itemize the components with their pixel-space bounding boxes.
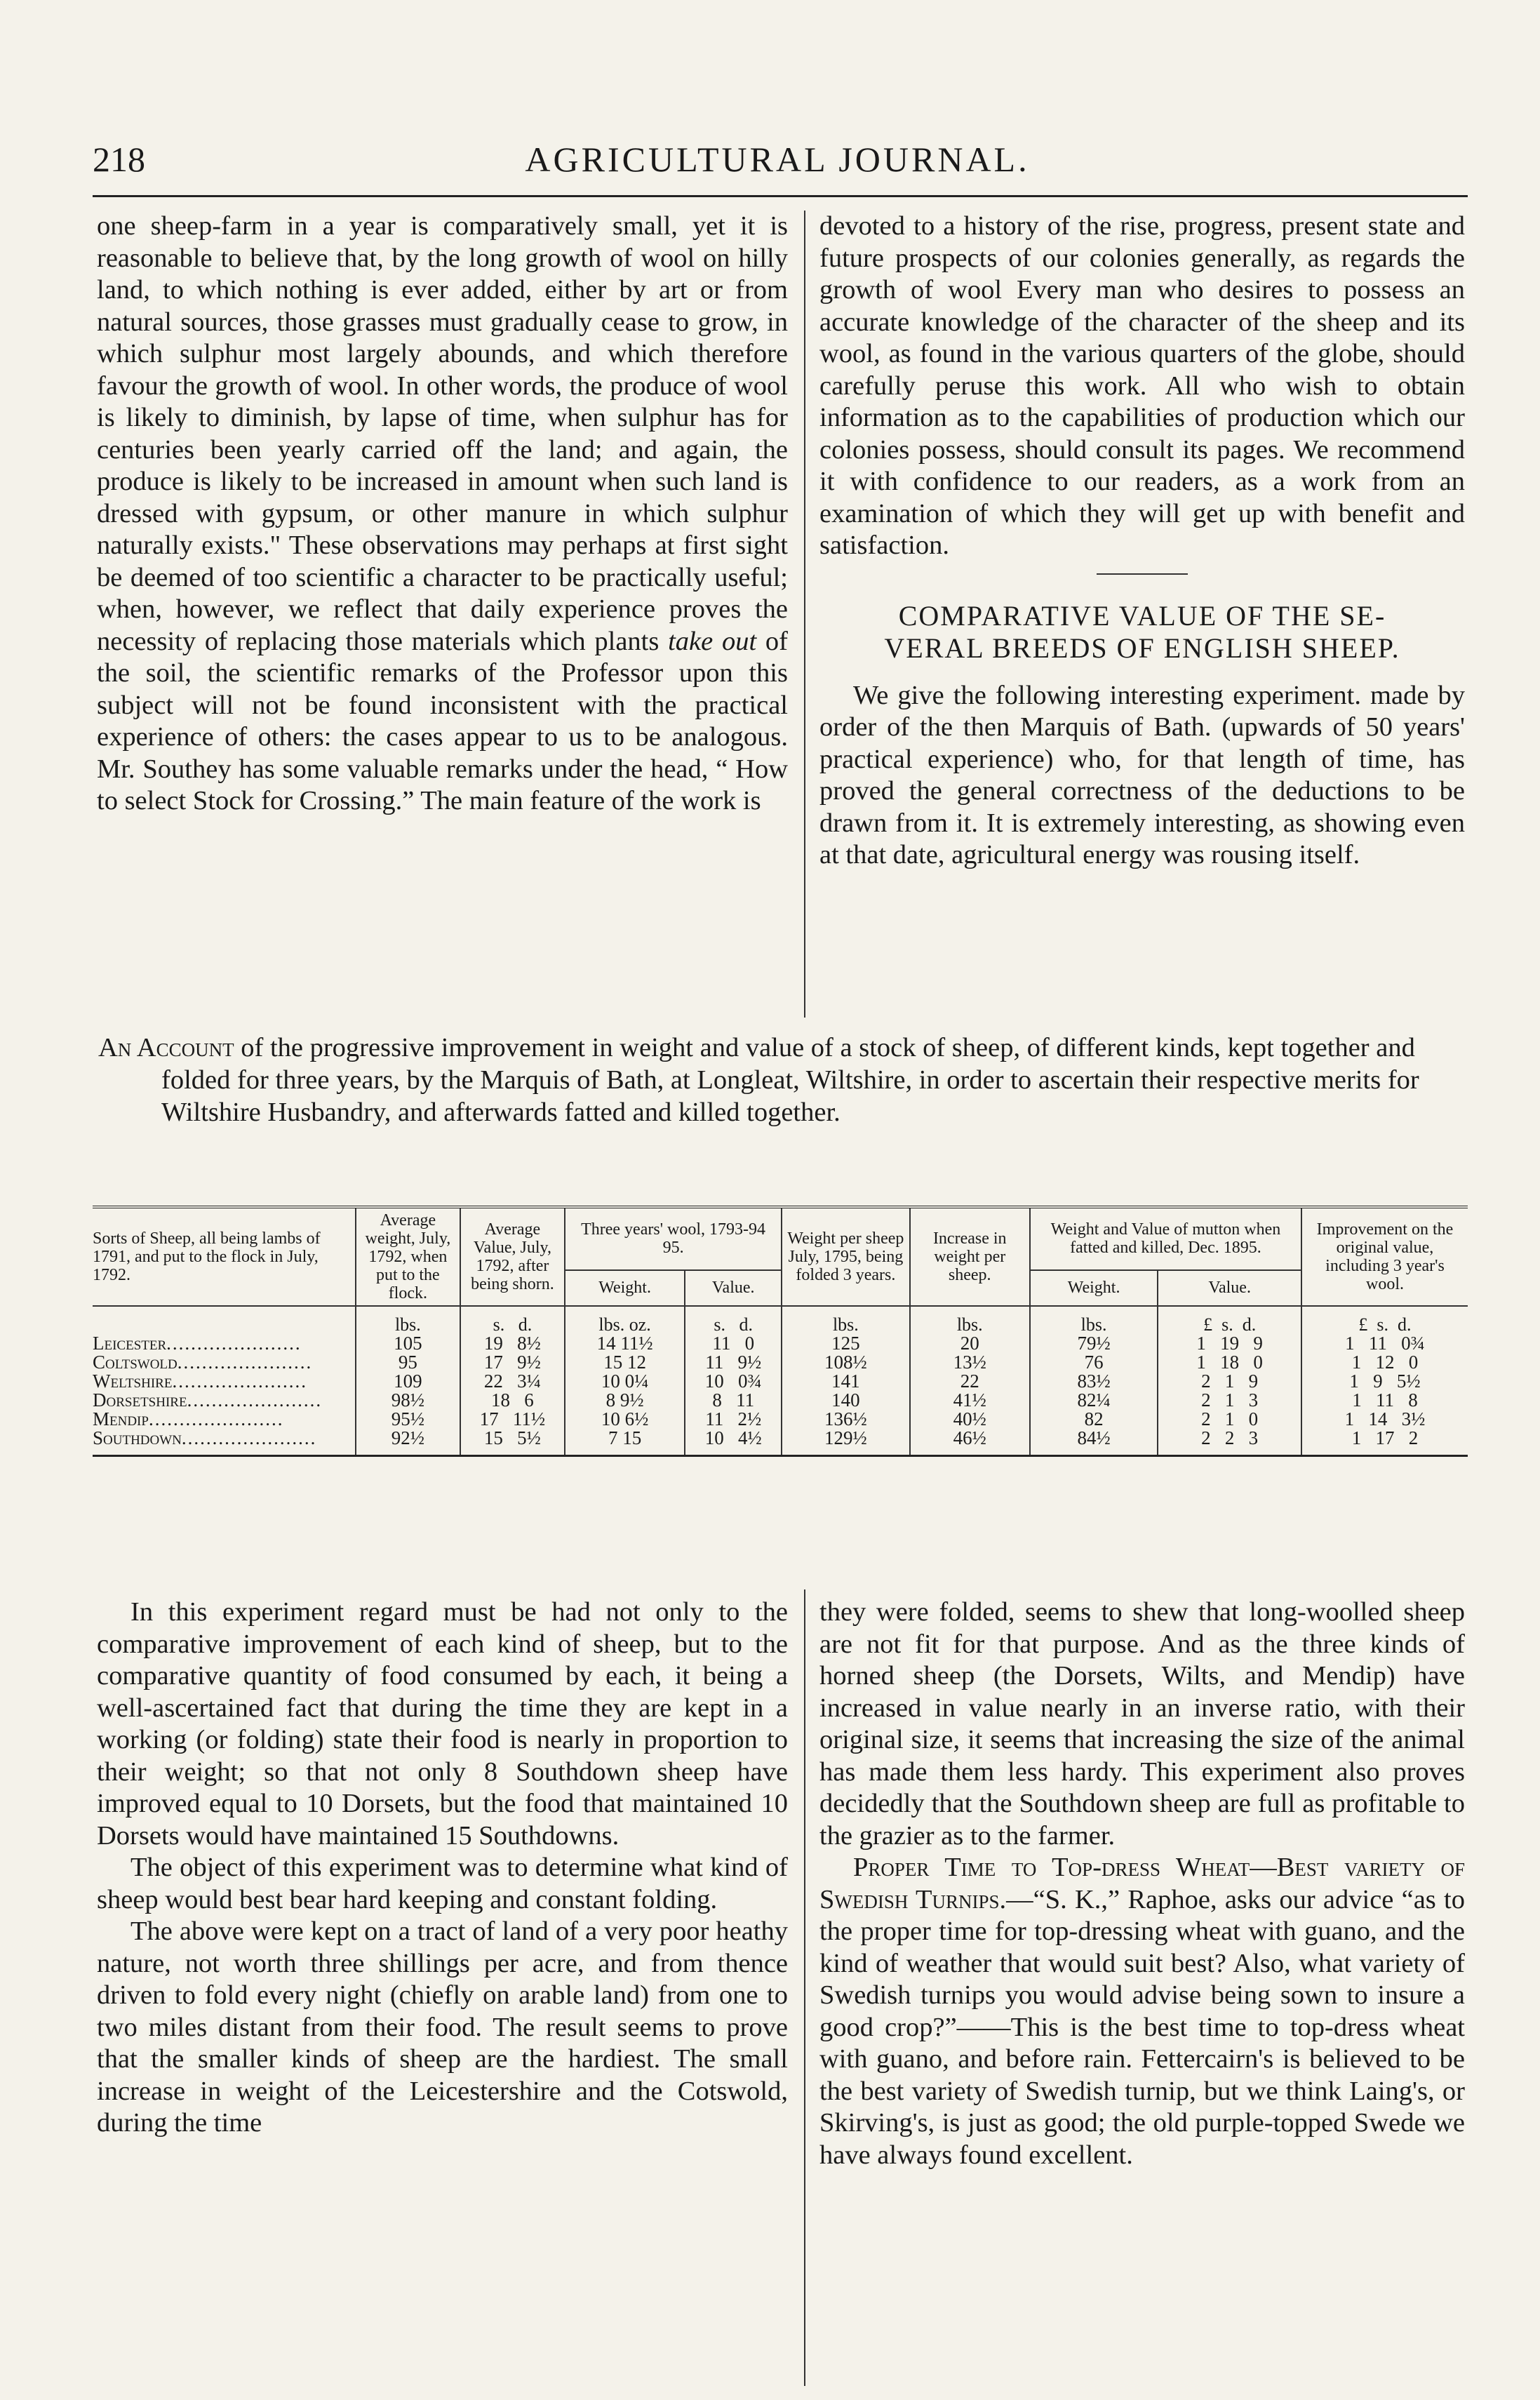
lower-right-paragraph-2: Proper Time to Top-dress Wheat—Best variety of Swedish Turnips.—“S. K.,” Raphoe, asks our advice “as to the proper time for top-dressing wheat with guano, and the kind of weather that would suit best? Also, what variety of Swedish turnips you would advise being sown to insure a good crop?”——This is the best time to top-dress wheat with guano, and before rain. Fettercairn's is believed to be the best variety of Swedish turnip, but we think Laing's, or Skirving's, is just as good; the old purple-topped Swede we have always found excellent. — [819, 1853, 1465, 2170]
header-wool-weight: Weight. — [565, 1270, 685, 1306]
header-weight-per-sheep: Weight per sheep July, 1795, being folded 3 years. — [782, 1207, 909, 1306]
lower-left-paragraph-2: The object of this experiment was to determine what kind of sheep would best bear hard keeping and constant folding. — [97, 1853, 788, 1914]
header-avg-weight: Average weight, July, 1792, when put to the flock. — [356, 1207, 460, 1306]
lower-left-column — [97, 1596, 788, 2140]
units-row: lbs. s. d. lbs. oz. s. d. lbs. lbs. lbs. £ s. d. £ s. d. — [93, 1306, 1468, 1334]
review-paragraph: devoted to a history of the rise, progress, present state and future prospects of our colonies generally, as regards the growth of wool Every man who desires to possess an accurate knowledge of the character of the sheep and its wool, as found in the various quarters of the globe, should carefully peruse this work. All who wish to obtain information as to the capabilities of production which our colonies possess, should consult its pages. We recommend it with confidence to our readers, as a work from an examination of which they will get up with benefit and satisfaction. — [819, 211, 1465, 560]
breed-name: Leicester — [93, 1333, 167, 1354]
table-row: Dorsetshire...................... 98½ 18 6 8 9½ 8 11 140 41½ 82¼ 2 1 3 1 11 8 — [93, 1391, 1468, 1410]
emphasis-take-out: take out — [668, 626, 757, 656]
lower-right-paragraph-1: they were folded, seems to shew that long-woolled sheep are not fit for that purpose. And as the three kinds of horned sheep (the Dorsets, Wilts, and Mendip) have increased in value nearly in an inverse ratio, with their original size, it seems that increasing the size of the animal has made them less hardy. This experiment also proves decidedly that the Southdown sheep are full as profitable to the grazier as to the farmer. — [819, 1597, 1465, 1851]
page-header — [93, 139, 1462, 188]
header-mutton-value: Value. — [1158, 1270, 1301, 1306]
table-row: Mendip...................... 95½ 17 11½ 10 6½ 11 2½ 136½ 40½ 82 2 1 0 1 14 3½ — [93, 1410, 1468, 1429]
lower-right-column — [819, 1596, 1465, 2171]
table-body — [93, 1306, 1468, 1456]
lower-left-paragraph-3: The above were kept on a tract of land of a very poor heathy nature, not worth three shillings per acre, and from thence driven to fold every night (chiefly on arable land) from one to two miles distant from their food. The result seems to prove that the smaller kinds of sheep are the hardiest. The small increase in weight of the Leicestershire and the Cotswold, during the time — [97, 1916, 788, 2138]
header-increase: Increase in weight per sheep. — [910, 1207, 1030, 1306]
header-rule — [93, 195, 1468, 197]
table-caption — [98, 1032, 1466, 1128]
table-row: Coltswold...................... 95 17 9½ 15 12 11 9½ 108½ 13½ 76 1 18 0 1 12 0 — [93, 1353, 1468, 1372]
column-divider-upper — [804, 211, 805, 1018]
header-sorts: Sorts of Sheep, all being lambs of 1791, and put to the flock in July, 1792. — [93, 1207, 356, 1306]
breed-name: Mendip — [93, 1408, 149, 1429]
sheep-comparison-table — [93, 1206, 1468, 1457]
caption-text: of the progressive improvement in weight and value of a stock of sheep, of different kinds, kept together and folded for three years, by the Marquis of Bath, at Longleat, Wiltshire, in order to ascertain their respective merits for Wiltshire Husbandry, and afterwards fatted and killed together. — [161, 1033, 1419, 1127]
upper-left-paragraph: one sheep-farm in a year is comparatively small, yet it is reasonable to believe that, by the long growth of wool on hilly land, to which nothing is ever added, either by art or from natural sources, those grasses must gradually cease to grow, in which sulphur most largely abounds, and which therefore favour the growth of wool. In other words, the produce of wool is likely to diminish, by lapse of time, when sulphur has for centuries been yearly carried off the land; and again, the produce is likely to be increased in amount when such land is dressed with gypsum, or other manure in which sulphur naturally exists." These observations may perhaps at first sight be deemed of too scientific a character to be practically useful; when, however, we reflect that daily experience proves the necessity of replacing those materials which plants take out of the soil, the scientific remarks of the Professor upon this subject will not be found inconsistent with the practical experience of others: the cases appear to us to be analogous. Mr. Southey has some valuable remarks under the head, “ How to select Stock for Crossing.” The main feature of the work is — [97, 211, 788, 815]
section-heading-line1: COMPARATIVE VALUE OF THE SE- — [898, 599, 1386, 632]
section-rule — [1097, 573, 1188, 575]
breed-name: Southdown — [93, 1427, 182, 1448]
table-row: Southdown...................... 92½ 15 5½ 7 15 10 4½ 129½ 46½ 84½ 2 2 3 1 17 2 — [93, 1429, 1468, 1456]
section-heading-line2: VERAL BREEDS OF ENGLISH SHEEP. — [884, 632, 1400, 664]
header-avg-value: Average Value, July, 1792, after being shorn. — [460, 1207, 565, 1306]
table-row: Weltshire...................... 109 22 3¼ 10 0¼ 10 0¾ 141 22 83½ 2 1 9 1 9 5½ — [93, 1372, 1468, 1391]
breed-name: Dorsetshire — [93, 1389, 187, 1411]
experiment-intro-paragraph: We give the following interesting experiment. made by order of the then Marquis of Bath. (upwards of 50 years' practical experience) who, for that length of time, has proved the general correctness of the deductions to be drawn from it. It is extremely interesting, as showing even at that date, agricultural energy was rousing itself. — [819, 680, 1465, 869]
column-divider-lower — [804, 1589, 805, 2386]
header-mutton: Weight and Value of mutton when fatted and killed, Dec. 1895. — [1030, 1207, 1301, 1270]
page-number: 218 — [93, 140, 145, 179]
breed-name: Weltshire — [93, 1371, 173, 1392]
header-wool-value: Value. — [685, 1270, 782, 1306]
query-heading: Proper Time to Top-dress Wheat—Best variety of Swedish Turnips. — [819, 1853, 1465, 1914]
table-row: Leicester...................... 105 19 8½ 14 11½ 11 0 125 20 79½ 1 19 9 1 11 0¾ — [93, 1334, 1468, 1353]
upper-right-column — [819, 211, 1465, 872]
lower-left-paragraph-1: In this experiment regard must be had not only to the comparative improvement of each kind of sheep, but to the comparative quantity of food consumed by each, it being a well-ascertained fact that during the time they are kept in a working (or folding) state their food is nearly in proportion to their weight; so that not only 8 Southdown sheep have improved equal to 10 Dorsets, but the food that maintained 10 Dorsets would have maintained 15 Southdowns. — [97, 1597, 788, 1851]
running-title: AGRICULTURAL JOURNAL. — [525, 140, 1030, 179]
caption-lead: An Account — [98, 1033, 234, 1062]
header-mutton-weight: Weight. — [1030, 1270, 1158, 1306]
header-improvement: Improvement on the original value, including 3 year's wool. — [1301, 1207, 1468, 1306]
breed-name: Coltswold — [93, 1352, 178, 1373]
upper-left-column — [97, 211, 788, 818]
header-three-years-wool: Three years' wool, 1793-94 95. — [565, 1207, 782, 1270]
